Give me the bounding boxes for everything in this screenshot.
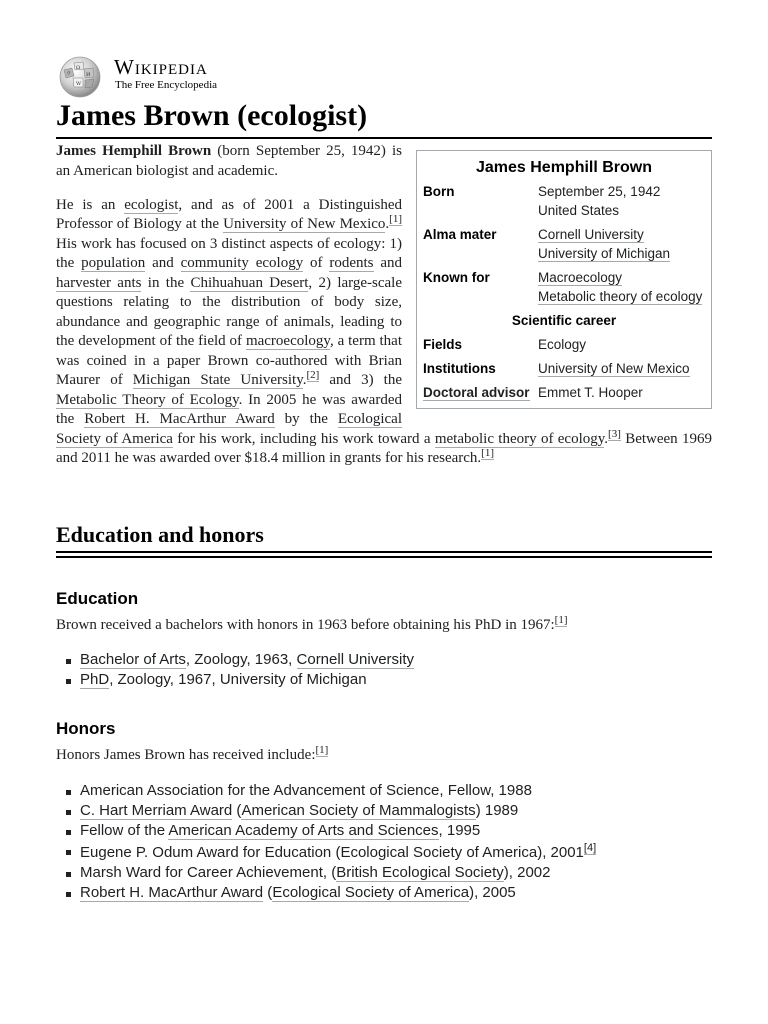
list-item xyxy=(56,781,596,801)
text: Brown received a bachelors with honors in 1963 before obtaining his PhD in 1967: xyxy=(56,617,555,633)
infobox-label: Known for xyxy=(423,270,490,285)
text: ( xyxy=(263,884,273,901)
text: . xyxy=(385,216,390,232)
list-item xyxy=(56,863,596,883)
link-metabolic-theory-lower[interactable]: metabolic theory of ecology xyxy=(434,430,605,447)
wikipedia-wordmark: Wikipedia xyxy=(114,55,208,79)
title-divider xyxy=(56,137,712,139)
text: American Association for the Advancement of Science, Fellow, 1988 xyxy=(80,782,532,799)
infobox-row-institutions xyxy=(423,359,705,378)
infobox-title: James Hemphill Brown xyxy=(475,159,653,176)
svg-text:ウ: ウ xyxy=(66,71,72,77)
text: ( xyxy=(232,802,242,819)
infobox-row-doctoral-advisor xyxy=(423,383,705,402)
honors-intro xyxy=(56,746,712,766)
page-title: James Brown (ecologist) xyxy=(56,99,368,132)
infobox-row-born xyxy=(423,182,705,220)
list-item xyxy=(56,841,596,863)
text: Marsh Ward for Career Achievement, ( xyxy=(80,864,337,881)
section-heading-education-honors: Education and honors xyxy=(56,522,264,547)
link-american-academy-of-arts-and-sciences[interactable]: American Academy of Arts and Sciences xyxy=(168,822,439,839)
subject-name: James Hemphill Brown xyxy=(56,143,212,159)
wikipedia-tagline: The Free Encyclopedia xyxy=(115,79,218,91)
link-rodents[interactable]: rodents xyxy=(329,255,374,271)
link-esa[interactable]: Ecological Society of America xyxy=(272,884,470,901)
link-macroecology-text[interactable]: macroecology xyxy=(245,333,330,349)
text: . xyxy=(302,372,307,388)
text: and xyxy=(145,255,181,271)
text: for his work, including his work toward a xyxy=(172,430,435,447)
text: , Zoology, 1963, xyxy=(185,651,297,668)
svg-text:W: W xyxy=(76,81,82,87)
infobox-row-alma-mater xyxy=(423,225,705,263)
text: and xyxy=(373,255,402,271)
link-cornell[interactable]: Cornell University xyxy=(538,227,644,242)
text: in the xyxy=(141,274,191,291)
link-chihuahuan-desert[interactable]: Chihuahuan Desert xyxy=(190,274,309,291)
citation-ref[interactable]: [1] xyxy=(389,213,402,225)
link-metabolic-theory-of-ecology[interactable]: Metabolic Theory of Ecology xyxy=(56,391,239,408)
link-bachelor-of-arts[interactable]: Bachelor of Arts xyxy=(80,651,186,668)
citation-ref[interactable]: [1] xyxy=(554,614,568,626)
text: . xyxy=(604,430,609,447)
honors-list xyxy=(56,781,596,903)
list-item xyxy=(56,801,596,821)
link-unm[interactable]: University of New Mexico xyxy=(538,361,690,376)
wikipedia-globe-icon xyxy=(56,54,104,98)
link-british-ecological-society[interactable]: British Ecological Society xyxy=(336,864,504,881)
fields-value: Ecology xyxy=(538,337,587,352)
link-doctoral-advisor[interactable]: Doctoral advisor xyxy=(423,385,530,400)
list-item xyxy=(56,650,414,670)
text: Fellow of the xyxy=(80,822,169,839)
list-item xyxy=(56,670,414,690)
infobox-label: Institutions xyxy=(423,361,496,376)
text: ), 2002 xyxy=(503,864,551,881)
education-list xyxy=(56,650,414,690)
subsection-heading-honors: Honors xyxy=(56,719,116,738)
link-university-of-new-mexico[interactable]: University of New Mexico xyxy=(223,216,386,232)
infobox-label: Born xyxy=(423,184,455,199)
link-american-society-of-mammalogists[interactable]: American Society of Mammalogists xyxy=(241,802,476,819)
infobox-label: Fields xyxy=(423,337,463,352)
link-phd[interactable]: PhD xyxy=(80,671,110,688)
text: , 1995 xyxy=(438,822,481,839)
text: , a term that was coined in a paper Brown co-authored with Brian Maurer of xyxy=(56,333,402,388)
infobox-section-header: Scientific career xyxy=(511,313,617,328)
born-place: United States xyxy=(538,203,620,218)
link-population[interactable]: population xyxy=(81,255,146,271)
link-macroecology[interactable]: Macroecology xyxy=(538,270,623,285)
citation-ref[interactable]: [3] xyxy=(608,427,621,440)
citation-ref[interactable]: [1] xyxy=(481,447,494,459)
text: , Zoology, 1967, University of Michigan xyxy=(109,671,367,688)
text: He is an xyxy=(56,196,125,213)
born-date: September 25, 1942 xyxy=(538,184,661,199)
text: Between 1969 and 2011 he was awarded over $18.4 million in grants for his research. xyxy=(56,430,713,466)
text: , 2) large-scale questions relating to the distribution of body size, abundance and geographic range of animals, leading to the development of the field of xyxy=(56,274,402,349)
link-ecological-society-of-america[interactable]: Ecological Society of America xyxy=(56,411,402,447)
infobox-row-known-for xyxy=(423,268,705,306)
citation-ref[interactable]: [4] xyxy=(583,842,597,854)
link-harvester-ants[interactable]: harvester ants xyxy=(56,274,142,291)
lead-text: (born September 25, 1942) is an American biologist and academic. xyxy=(56,143,402,179)
link-robert-h-macarthur-award[interactable]: Robert H. MacArthur Award xyxy=(80,884,264,901)
citation-ref[interactable]: [2] xyxy=(306,369,320,381)
text: of xyxy=(303,255,330,271)
link-macarthur-award[interactable]: Robert H. MacArthur Award xyxy=(84,411,275,427)
text: by the xyxy=(274,411,338,427)
text: ), 2005 xyxy=(469,884,516,901)
link-michigan-state[interactable]: Michigan State University xyxy=(132,372,303,388)
citation-ref[interactable]: [1] xyxy=(315,744,329,756)
advisor-value: Emmet T. Hooper xyxy=(538,385,643,400)
link-c-hart-merriam-award[interactable]: C. Hart Merriam Award xyxy=(80,802,233,819)
text: Honors James Brown has received include: xyxy=(56,747,316,763)
link-umich[interactable]: University of Michigan xyxy=(538,246,671,261)
education-intro xyxy=(56,616,712,636)
svg-text:И: И xyxy=(86,72,91,78)
text: , and as of 2001 a Distinguished Professor of Biology at the xyxy=(56,196,403,232)
svg-text:Ω: Ω xyxy=(76,65,81,71)
list-item xyxy=(56,821,596,841)
text: Eugene P. Odum Award for Education (Ecological Society of America), 2001 xyxy=(80,844,584,861)
link-metabolic-theory[interactable]: Metabolic theory of ecology xyxy=(538,289,703,304)
section-divider xyxy=(56,551,712,553)
link-community-ecology[interactable]: community ecology xyxy=(180,255,304,271)
article-lead xyxy=(56,142,712,483)
link-ecologist[interactable]: ecologist xyxy=(124,196,179,213)
infobox xyxy=(416,150,712,409)
subsection-heading-education: Education xyxy=(56,589,139,608)
link-cornell-university[interactable]: Cornell University xyxy=(296,651,415,668)
section-divider xyxy=(56,556,712,558)
infobox-row-fields xyxy=(423,335,705,354)
text: . In 2005 he was awarded the xyxy=(56,391,402,427)
infobox-label: Alma mater xyxy=(423,227,497,242)
list-item xyxy=(56,883,596,903)
text: ) 1989 xyxy=(475,802,519,819)
text: and 3) the xyxy=(319,372,403,388)
text: His work has focused on 3 distinct aspects of ecology: 1) the xyxy=(56,235,402,271)
